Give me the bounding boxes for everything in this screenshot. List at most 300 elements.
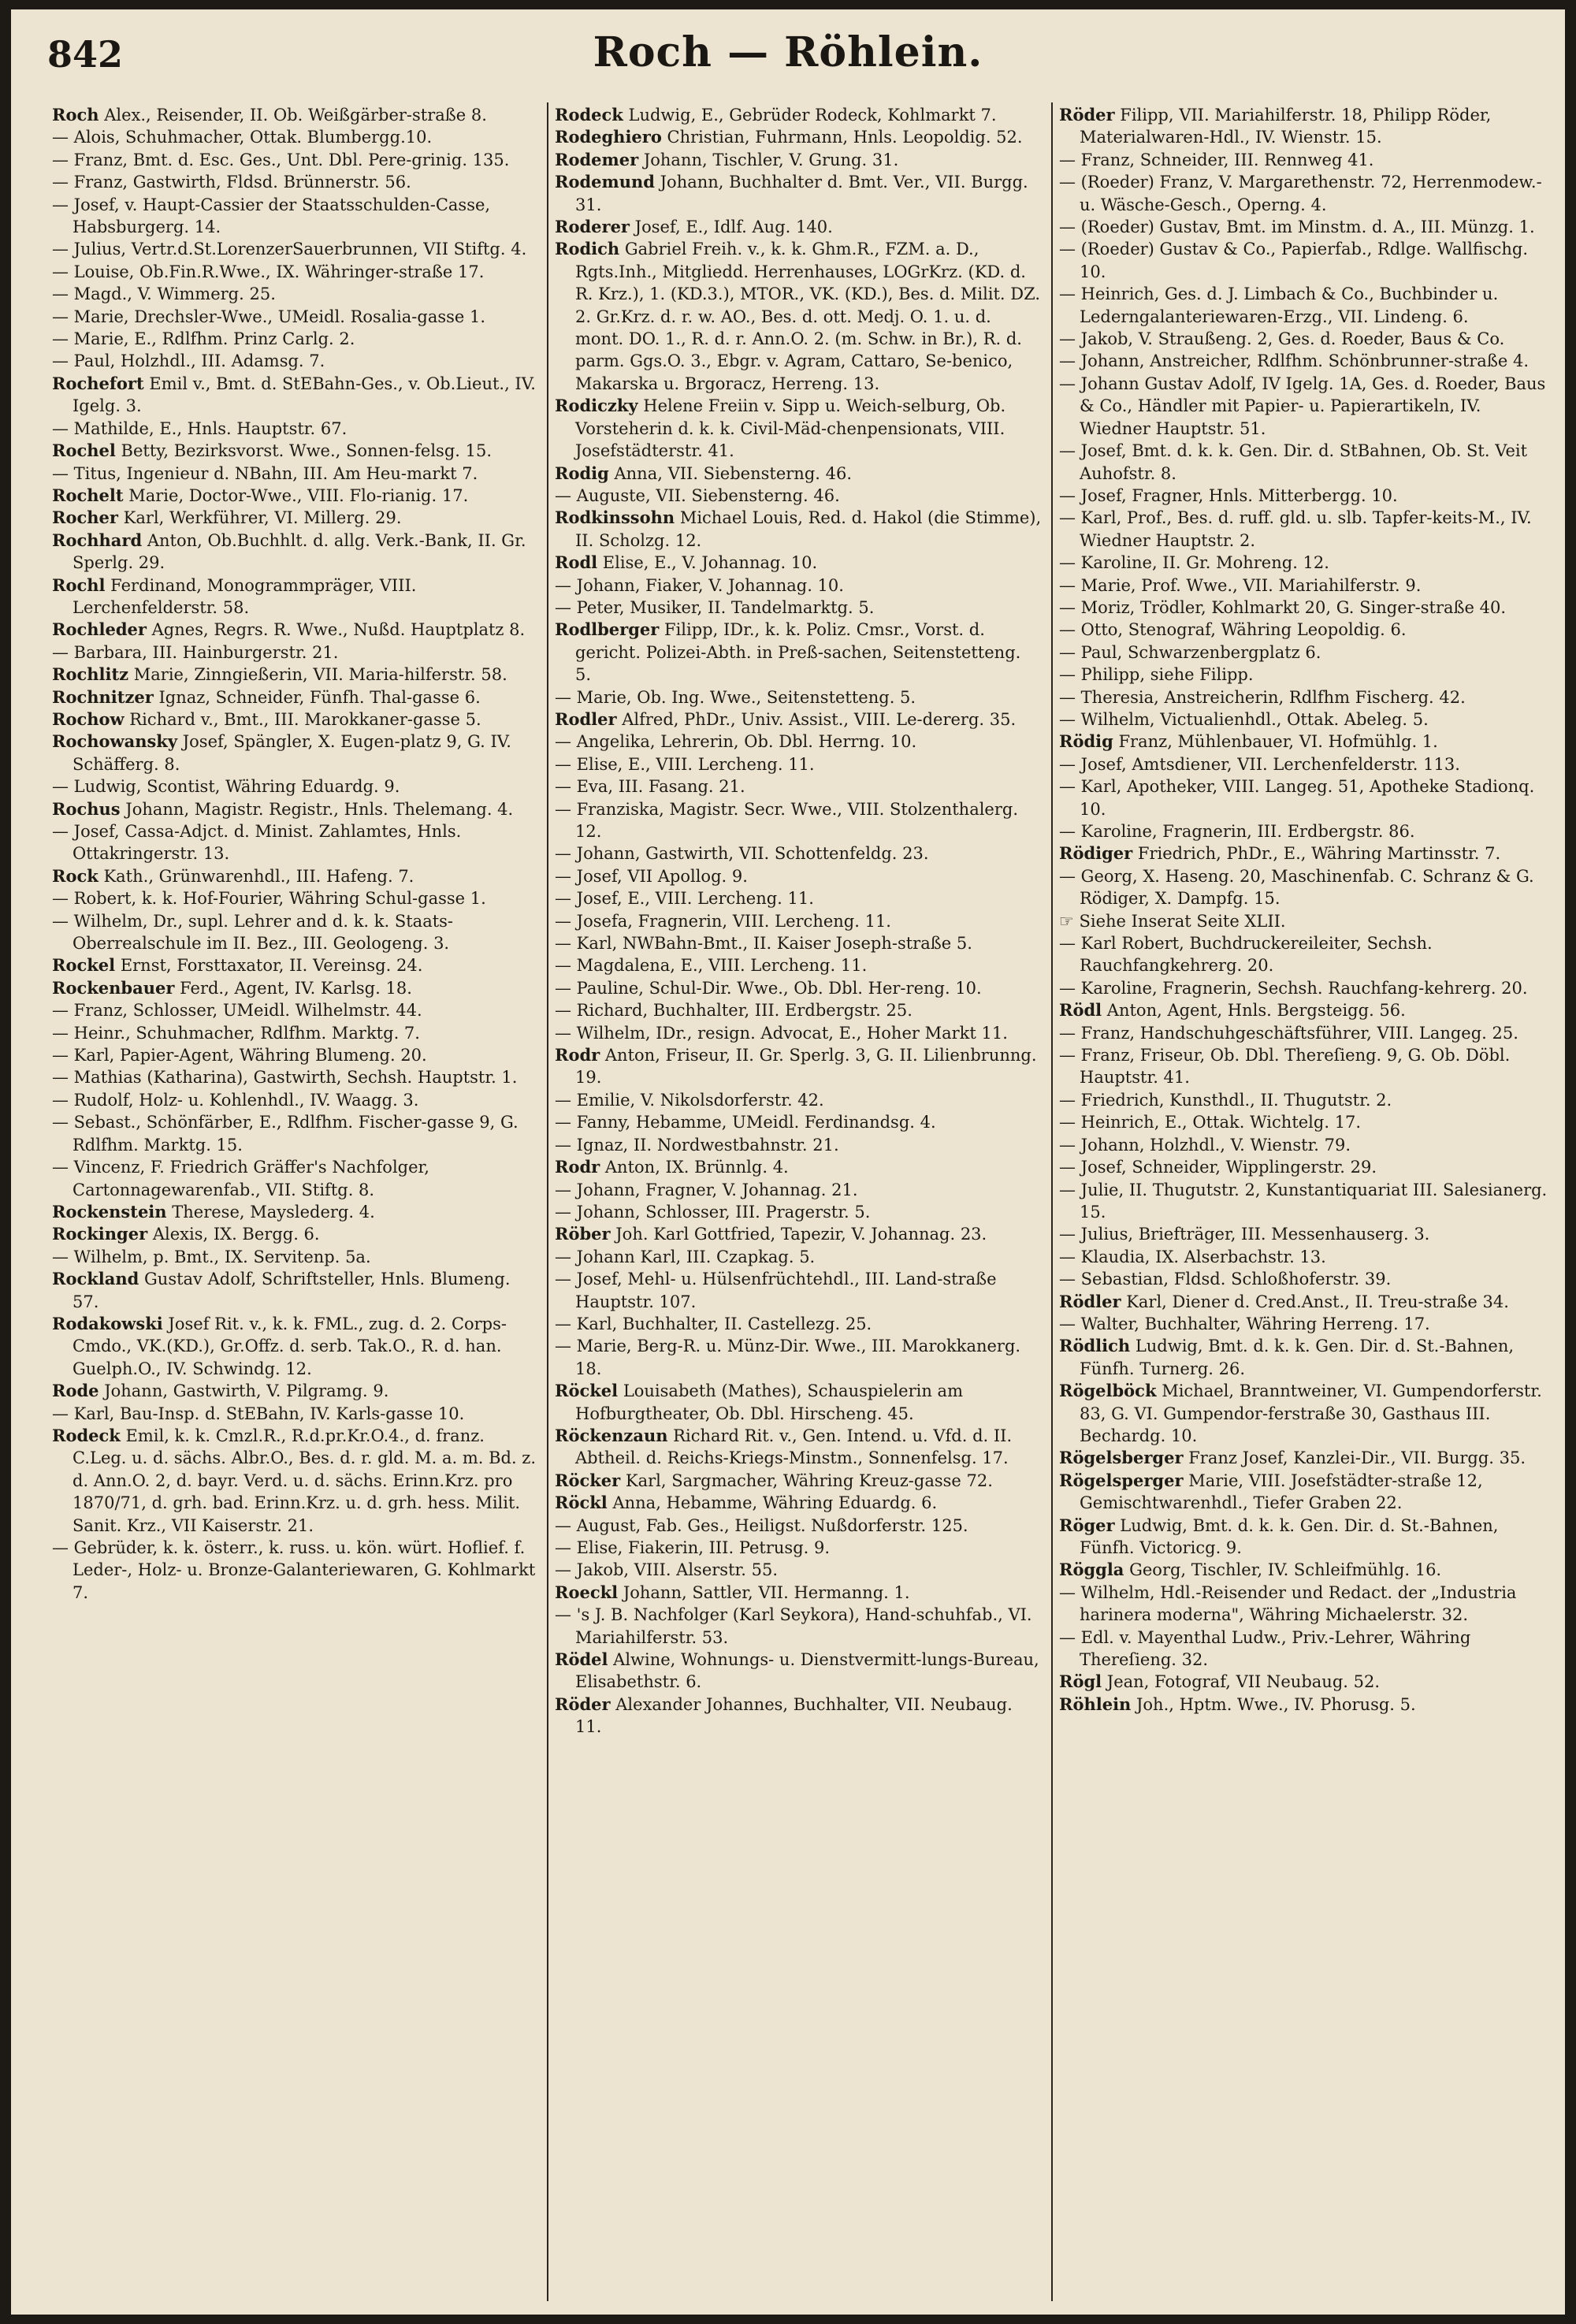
directory-entry [52,507,539,529]
entry-details: — Wilhelm, IDr., resign. Advocat, E., Hoher Markt 11. [555,1023,1008,1043]
entry-details: — Johann, Fiaker, V. Johannag. 10. [555,575,844,595]
entry-details: Anton, Agent, Hnls. Bergsteigg. 56. [1102,1001,1406,1021]
directory-entry [555,597,1042,619]
directory-entry [1059,619,1549,641]
entry-details: — Karl, Prof., Bes. d. ruff. gld. u. slb. Tapfer-keits-M., IV. Wiedner Hauptstr. 2. [1059,508,1532,550]
directory-entry [52,641,539,664]
directory-entry [555,1582,1042,1604]
entry-surname: Rödlich [1059,1336,1131,1356]
entry-details: Jean, Fotograf, VII Neubaug. 52. [1102,1672,1381,1692]
directory-entry [555,1179,1042,1201]
entry-details: Michael, Branntweiner, VI. Gumpendorferstr. 83, G. VI. Gumpendor-ferstraße 30, Gasthaus III. Bechardg. 10. [1080,1381,1542,1445]
page-header [11,9,1565,88]
entry-surname: Rodlberger [555,619,660,640]
entry-details: — Julius, Briefträger, III. Messenhauserg. 3. [1059,1225,1430,1244]
entry-details: Johann, Magistr. Registr., Hnls. Thelemang. 4. [120,799,514,819]
directory-entry [52,1223,539,1245]
directory-entry [555,708,1042,731]
entry-details: — August, Fab. Ges., Heiligst. Nußdorferstr. 125. [555,1515,968,1535]
directory-entry [1059,977,1549,999]
entry-details: — Marie, Berg-R. u. Münz-Dir. Wwe., III. Marokkanerg. 18. [555,1337,1021,1378]
directory-entry [555,1022,1042,1044]
directory-entry [555,1515,1042,1537]
directory-entry [52,910,539,955]
directory-entry [52,1089,539,1111]
entry-details: — Johann, Fragner, V. Johannag. 21. [555,1180,858,1199]
directory-entry [52,1380,539,1402]
entry-details: — (Roeder) Gustav & Co., Papierfab., Rdlge. Wallfischg. 10. [1059,240,1529,281]
entry-details: — Josef, Mehl- u. Hülsenfrüchtehdl., III. Land-straße Hauptstr. 107. [555,1270,997,1311]
directory-entry [555,149,1042,171]
directory-entry [1059,664,1549,686]
directory-entry [1059,149,1549,171]
directory-entry [555,1537,1042,1559]
directory-entry [52,1111,539,1156]
directory-entry [1059,171,1549,216]
entry-details: Josef Rit. v., k. k. FML., zug. d. 2. Corps-Cmdo., VK.(KD.), Gr.Offz. d. serb. Tak.O., R. d. han. Guelph.O., IV. Schwindg. 12. [72,1314,507,1378]
entry-details: — Franz, Gastwirth, Fldsd. Brünnerstr. 56. [52,173,411,192]
entry-surname: Rochl [52,574,106,595]
entry-details: Franz Josef, Kanzlei-Dir., VII. Burgg. 35. [1183,1448,1526,1468]
directory-entry [1059,1134,1549,1156]
directory-entry [52,775,539,798]
entry-surname: Rockenstein [52,1201,167,1221]
entry-details: — Josef, Bmt. d. k. k. Gen. Dir. d. StBahnen, Ob. St. Veit Auhofstr. 8. [1059,441,1528,483]
directory-entry [555,1134,1042,1156]
entry-details: — Marie, Ob. Ing. Wwe., Seitenstetteng. 5. [555,687,916,707]
directory-entry [555,775,1042,798]
entry-details: Michael Louis, Red. d. Hakol (die Stimme), II. Scholzg. 12. [575,508,1042,550]
entry-surname: Rodl [555,552,598,573]
directory-entry [1059,1559,1549,1581]
entry-surname: Rögl [1059,1671,1102,1692]
entry-details: — Karl, Apotheker, VIII. Langeg. 51, Apotheke Stadionq. 10. [1059,777,1535,819]
directory-entry [555,977,1042,999]
entry-details: — Peter, Musiker, II. Tandelmarktg. 5. [555,597,875,617]
entry-surname: Rodakowski [52,1313,163,1333]
directory-entry [52,171,539,193]
directory-entry [52,619,539,641]
directory-entry [1059,708,1549,731]
directory-entry [1059,820,1549,842]
directory-entry [52,238,539,260]
directory-entry [555,1604,1042,1649]
directory-entry [52,104,539,126]
directory-entry [1059,1044,1549,1089]
entry-surname: Rodeck [555,105,623,125]
directory-entry [1059,842,1549,865]
entry-details: Filipp, VII. Mariahilferstr. 18, Philipp Röder, Materialwaren-Hdl., IV. Wienstr. 15. [1080,106,1492,147]
entry-surname: Rödiger [1059,843,1133,864]
directory-entry [52,977,539,999]
directory-entry [555,1380,1042,1425]
entry-details: — Karl, Buchhalter, II. Castellezg. 25. [555,1314,872,1333]
directory-entry [555,1246,1042,1268]
entry-details: — Franz, Handschuhgeschäftsführer, VIII. Langeg. 25. [1059,1023,1518,1043]
entry-details: — Johann, Gastwirth, VII. Schottenfeldg. 23. [555,844,929,864]
directory-entry [555,619,1042,686]
entry-surname: Rodemer [555,149,639,169]
directory-entry [555,171,1042,216]
entry-surname: Rochefort [52,373,144,393]
entry-details: — Sebast., Schönfärber, E., Rdlfhm. Fischer-gasse 9, G. Rdlfhm. Marktg. 15. [52,1113,519,1155]
directory-entry [1059,283,1549,328]
entry-details: — Johann Karl, III. Czapkag. 5. [555,1247,816,1266]
entry-details: Josef, Spängler, X. Eugen-platz 9, G. IV. Schäfferg. 8. [72,732,511,774]
entry-details: — Franz, Schneider, III. Rennweg 41. [1059,150,1374,169]
entry-details: — Karl, Bau-Insp. d. StEBahn, IV. Karls-gasse 10. [52,1404,465,1423]
entry-details: — Johann, Anstreicher, Rdlfhm. Schönbrunner-straße 4. [1059,351,1529,371]
entry-details: — Marie, Prof. Wwe., VII. Mariahilferstr. 9. [1059,575,1422,595]
entry-surname: Rochow [52,708,125,729]
entry-surname: Rockenbauer [52,977,175,998]
directory-entry [1059,686,1549,708]
entry-details: — Paul, Schwarzenbergplatz 6. [1059,642,1321,662]
entry-surname: Rödl [1059,1000,1102,1021]
entry-details: Johann, Tischler, V. Grung. 31. [638,150,899,169]
entry-details: — Magdalena, E., VIII. Lercheng. 11. [555,956,868,976]
entry-details: Karl, Werkführer, VI. Millerg. 29. [117,508,402,528]
entry-surname: Rögelböck [1059,1381,1157,1401]
directory-entry [1059,552,1549,574]
directory-entry [52,1246,539,1268]
directory-entry [1059,1627,1549,1671]
entry-details: — Emilie, V. Nikolsdorferstr. 42. [555,1090,824,1110]
directory-entry [52,126,539,148]
entry-details: — Josef, v. Haupt-Cassier der Staatsschulden-Casse, Habsburgerg. 14. [52,195,491,237]
directory-entry [555,1335,1042,1380]
directory-entry [52,664,539,686]
directory-entry [555,216,1042,238]
entry-details: — Josefa, Fragnerin, VIII. Lercheng. 11. [555,911,891,931]
entry-details: Anna, Hebamme, Währing Eduardg. 6. [607,1493,938,1513]
directory-entry [1059,1268,1549,1290]
entry-surname: Röber [555,1224,611,1244]
directory-entry [555,1559,1042,1581]
entry-details: — Barbara, III. Hainburgerstr. 21. [52,642,339,662]
directory-entry [1059,1447,1549,1469]
entry-surname: Röhlein [1059,1694,1132,1714]
directory-entry [1059,753,1549,775]
entry-surname: Röger [1059,1515,1115,1535]
entry-details: Joh., Hptm. Wwe., IV. Phorusg. 5. [1131,1694,1416,1714]
entry-details: — Julie, II. Thugutstr. 2, Kunstantiquariat III. Salesianerg. 15. [1059,1180,1548,1221]
entry-details: — Josef, Cassa-Adjct. d. Minist. Zahlamtes, Hnls. Ottakringerstr. 13. [52,822,462,864]
entry-surname: Rochnitzer [52,686,154,707]
directory-entry [555,463,1042,485]
directory-entry [1059,731,1549,753]
entry-details: Georg, Tischler, IV. Schleifmühlg. 16. [1124,1560,1442,1580]
entry-surname: Rodig [555,463,609,483]
entry-surname: Rochel [52,441,116,461]
running-head: Roch — Röhlein. [593,28,983,76]
directory-entry [52,1313,539,1380]
entry-details: — (Roeder) Gustav, Bmt. im Minstm. d. A., III. Münzg. 1. [1059,218,1535,237]
directory-entry [555,552,1042,574]
entry-details: — Titus, Ingenieur d. NBahn, III. Am Heu-markt 7. [52,463,478,483]
directory-entry [555,910,1042,932]
directory-entry [1059,1515,1549,1560]
entry-surname: Rögelsberger [1059,1448,1184,1468]
entry-details: Elise, E., V. Johannag. 10. [597,553,818,573]
entry-details: — Louise, Ob.Fin.R.Wwe., IX. Währinger-straße 17. [52,262,485,281]
entry-details: — Moriz, Trödler, Kohlmarkt 20, G. Singer-straße 40. [1059,597,1507,617]
directory-entry [1059,641,1549,664]
directory-entry [52,440,539,462]
entry-details: — Josef, Schneider, Wipplingerstr. 29. [1059,1158,1377,1177]
entry-details: Josef, E., Idlf. Aug. 140. [630,218,833,237]
directory-entry [52,820,539,865]
entry-surname: Rodiczky [555,396,638,416]
entry-surname: Röcker [555,1470,621,1490]
directory-page [11,9,1565,2315]
directory-entry [1059,574,1549,597]
directory-entry [52,283,539,305]
directory-entry [1059,1179,1549,1224]
entry-details: Marie, Doctor-Wwe., VIII. Flo-rianig. 17. [123,485,469,505]
entry-surname: Rochhard [52,530,143,550]
entry-surname: Rochleder [52,619,147,640]
directory-entry [555,574,1042,597]
entry-surname: Rochus [52,798,121,819]
directory-entry [1059,1335,1549,1380]
entry-details: Alexander Johannes, Buchhalter, VII. Neubaug. 11. [575,1694,1013,1737]
entry-details: Ignaz, Schneider, Fünfh. Thal-gasse 6. [153,687,481,707]
directory-entry [1059,1246,1549,1268]
directory-entry [52,1403,539,1425]
entry-surname: Röggla [1059,1560,1124,1580]
directory-entry [52,1268,539,1313]
directory-entry [555,842,1042,865]
directory-entry [555,395,1042,462]
directory-column-1 [52,104,539,2303]
entry-details: — Karoline, II. Gr. Mohreng. 12. [1059,553,1329,573]
entry-details: Alexis, IX. Bergg. 6. [147,1225,320,1244]
entry-details: — Julius, Vertr.d.St.LorenzerSauerbrunnen, VII Stiftg. 4. [52,240,527,259]
directory-entry [1059,328,1549,350]
directory-entry [555,1156,1042,1178]
directory-column-3 [1059,104,1549,2303]
entry-details: Friedrich, PhDr., E., Währing Martinsstr. 7. [1132,844,1501,864]
entry-details: Ludwig, E., Gebrüder Rodeck, Kohlmarkt 7. [623,106,997,125]
entry-details: — Karoline, Fragnerin, Sechsh. Rauchfang-kehrerg. 20. [1059,978,1528,998]
entry-details: ☞ Siehe Inserat Seite XLII. [1059,911,1286,931]
entry-details: Marie, VIII. Josefstädter-straße 12, Gemischtwarenhdl., Tiefer Graben 22. [1080,1471,1483,1513]
entry-details: Anton, Ob.Buchhlt. d. allg. Verk.-Bank, II. Gr. Sperlg. 29. [72,530,526,573]
entry-details: — Ludwig, Scontist, Währing Eduardg. 9. [52,777,400,797]
directory-entry [1059,1223,1549,1245]
entry-details: Therese, Mayslederg. 4. [166,1202,375,1221]
entry-details: — Franz, Schlosser, UMeidl. Wilhelmstr. 44. [52,1001,422,1021]
entry-details: Anton, Friseur, II. Gr. Sperlg. 3, G. II. Lilienbrunng. 19. [575,1046,1037,1088]
directory-entry [52,485,539,507]
entry-details: — Otto, Stenograf, Währing Leopoldig. 6. [1059,620,1407,640]
directory-entry [52,194,539,239]
entry-details: — Wilhelm, Hdl.-Reisender und Redact. der „Industria harinera moderna", Währing Michaelerstr. 32. [1059,1582,1517,1625]
entry-details: — Johann Gustav Adolf, IV Igelg. 1A, Ges. d. Roeder, Baus & Co., Händler mit Papier- u. Papierartikeln, IV. Wiedner Hauptstr. 51. [1059,374,1546,438]
entry-details: Emil, k. k. Cmzl.R., R.d.pr.Kr.O.4., d. franz. C.Leg. u. d. sächs. Albr.O., Bes. d. r. gld. M. a. m. Bd. z. d. Ann.O. 2, d. bayr. Verd. u. d. sächs. Erinn.Krz. pro 1870/71, d. grh. bad. Erinn.Krz. u. d. grh. hess. Milit. Sanit. Krz., VII Kaiserstr. 21. [72,1426,537,1535]
entry-surname: Rodr [555,1045,600,1065]
entry-surname: Rodemund [555,172,655,192]
entry-surname: Rochlitz [52,664,129,685]
entry-details: Filipp, IDr., k. k. Poliz. Cmsr., Vorst. d. gericht. Polizei-Abth. in Preß-sachen, Seitenstetteng. 5. [575,620,1021,685]
entry-details: Anna, VII. Siebensterng. 46. [608,463,853,483]
entry-details: — Edl. v. Mayenthal Ludw., Priv.-Lehrer, Währing Thereſieng. 32. [1059,1627,1471,1670]
entry-details: — Marie, Drechsler-Wwe., UMeidl. Rosalia-gasse 1. [52,307,486,326]
entry-details: — Richard, Buchhalter, III. Erdbergstr. 25. [555,1001,913,1021]
entry-surname: Rockland [52,1269,139,1289]
directory-entry [1059,1291,1549,1313]
entry-details: — Franz, Bmt. d. Esc. Ges., Unt. Dbl. Pere-grinig. 135. [52,150,510,169]
entry-details: Alex., Reisender, II. Ob. Weißgärber-straße 8. [98,106,487,125]
entry-surname: Roeckl [555,1582,619,1602]
directory-entry [555,1089,1042,1111]
directory-entry [1059,440,1549,485]
entry-details: — Jakob, VIII. Alserstr. 55. [555,1560,778,1580]
entry-details: — Klaudia, IX. Alserbachstr. 13. [1059,1247,1326,1266]
directory-entry [555,238,1042,395]
directory-entry [1059,104,1549,149]
directory-entry [555,954,1042,976]
column-divider [547,102,548,2301]
entry-details: — 's J. B. Nachfolger (Karl Seykora), Hand-schuhfab., VI. Mariahilferstr. 53. [555,1605,1032,1647]
directory-entry [555,1201,1042,1223]
directory-entry [52,1156,539,1201]
directory-entry [1059,865,1549,910]
directory-entry [555,932,1042,954]
entry-details: Karl, Sargmacher, Währing Kreuz-gasse 72. [620,1471,993,1490]
directory-entry [1059,1671,1549,1693]
entry-details: — Josef, E., VIII. Lercheng. 11. [555,889,814,909]
directory-entry [555,686,1042,708]
entry-details: — Wilhelm, p. Bmt., IX. Servitenp. 5a. [52,1247,371,1266]
entry-details: Gustav Adolf, Schriftsteller, Hnls. Blumeng. 57. [72,1270,511,1311]
entry-details: — Auguste, VII. Siebensterng. 46. [555,485,840,505]
directory-entry [52,708,539,731]
entry-details: — Jakob, V. Straußeng. 2, Ges. d. Roeder, Baus & Co. [1059,329,1505,349]
directory-entry [1059,597,1549,619]
entry-details: Anton, IX. Brünnlg. 4. [600,1158,789,1177]
entry-surname: Rockinger [52,1224,148,1244]
entry-details: — Robert, k. k. Hof-Fourier, Währing Schul-gasse 1. [52,889,486,909]
entry-details: — Georg, X. Haseng. 20, Maschinenfab. C. Schranz & G. Rödiger, X. Dampfg. 15. [1059,866,1534,909]
entry-details: — Heinr., Schuhmacher, Rdlfhm. Marktg. 7. [52,1023,420,1043]
entry-surname: Rögelsperger [1059,1470,1184,1490]
directory-entry [52,865,539,887]
entry-surname: Rochowansky [52,731,178,752]
directory-column-2 [555,104,1042,2303]
directory-entry [52,328,539,350]
entry-details: — Elise, E., VIII. Lercheng. 11. [555,754,815,774]
entry-surname: Rodeghiero [555,127,662,147]
entry-details: — Johann, Schlosser, III. Pragerstr. 5. [555,1202,871,1221]
entry-details: Louisabeth (Mathes), Schauspielerin am Hofburgtheater, Ob. Dbl. Hirscheng. 45. [575,1381,963,1423]
entry-surname: Roch [52,105,99,125]
directory-entry [555,126,1042,148]
entry-details: — Vincenz, F. Friedrich Gräffer's Nachfolger, Cartonnagewarenfab., VII. Stiftg. 8. [52,1158,429,1199]
directory-entry [1059,350,1549,372]
entry-details: Agnes, Regrs. R. Wwe., Nußd. Hauptplatz 8. [146,620,526,640]
entry-surname: Rodr [555,1157,600,1177]
entry-surname: Rodler [555,708,617,729]
entry-surname: Röckl [555,1493,608,1513]
entry-details: — Sebastian, Fldsd. Schloßhoferstr. 39. [1059,1270,1392,1289]
entry-surname: Röder [1059,105,1115,125]
entry-details: — (Roeder) Franz, V. Margarethenstr. 72, Herrenmodew.- u. Wäsche-Gesch., Operng. 4. [1059,173,1542,214]
directory-entry [1059,238,1549,283]
entry-details: — Fanny, Hebamme, UMeidl. Ferdinandsg. 4. [555,1113,936,1132]
entry-details: — Theresia, Anstreicherin, Rdlfhm Fischerg. 42. [1059,687,1466,707]
entry-surname: Rock [52,865,98,886]
directory-entry [555,1268,1042,1313]
directory-entry [52,574,539,619]
directory-entry [52,1425,539,1537]
entry-surname: Rockel [52,955,116,976]
directory-entry [52,149,539,171]
directory-entry [555,865,1042,887]
directory-entry [1059,1380,1549,1447]
entry-details: — Marie, E., Rdlfhm. Prinz Carlg. 2. [52,329,355,349]
entry-details: Christian, Fuhrmann, Hnls. Leopoldig. 52. [661,128,1023,147]
entry-details: — Johann, Holzhdl., V. Wienstr. 79. [1059,1135,1351,1155]
entry-details: Ludwig, Bmt. d. k. k. Gen. Dir. d. St.-Bahnen, Fünfh. Victoricg. 9. [1080,1515,1499,1557]
directory-entry [555,485,1042,507]
directory-entry [1059,1156,1549,1178]
directory-entry [52,1044,539,1066]
directory-entry [1059,507,1549,552]
directory-entry [52,798,539,820]
directory-entry [555,1492,1042,1514]
entry-surname: Röckenzaun [555,1425,668,1445]
directory-entry [1059,1111,1549,1133]
entry-surname: Rocher [52,508,118,528]
directory-entry [52,1201,539,1223]
directory-entry [555,1470,1042,1492]
entry-surname: Röckel [555,1381,619,1401]
entry-details: — Franziska, Magistr. Secr. Wwe., VIII. Stolzenthalerg. 12. [555,799,1019,841]
directory-entry [1059,775,1549,820]
entry-details: Johann, Gastwirth, V. Pilgramg. 9. [98,1381,389,1401]
entry-details: — Friedrich, Kunsthdl., II. Thugutstr. 2. [1059,1090,1392,1110]
entry-details: — Walter, Buchhalter, Währing Herreng. 17. [1059,1314,1430,1333]
directory-entry [52,887,539,909]
directory-entry [1059,1022,1549,1044]
entry-surname: Rochelt [52,485,124,505]
directory-entry [52,350,539,372]
entry-details: — Josef, Amtsdiener, VII. Lerchenfelderstr. 113. [1059,754,1460,774]
entry-details: Marie, Zinngießerin, VII. Maria-hilferstr. 58. [128,665,507,685]
entry-details: — Eva, III. Fasang. 21. [555,777,745,797]
directory-entry [52,954,539,976]
directory-entry [52,1537,539,1604]
directory-entry [52,1022,539,1044]
entry-details: — Mathias (Katharina), Gastwirth, Sechsh. Hauptstr. 1. [52,1068,518,1088]
entry-details: Karl, Diener d. Cred.Anst., II. Treu-straße 34. [1121,1292,1509,1311]
directory-entry [555,753,1042,775]
entry-details: Helene Freiin v. Sipp u. Weich-selburg, Ob. Vorsteherin d. k. k. Civil-Mäd-chenpensionats, VIII. Josefstädterstr. 41. [575,396,1006,461]
directory-entry [555,1223,1042,1245]
entry-details: — Karl, NWBahn-Bmt., II. Kaiser Joseph-straße 5. [555,934,972,954]
directory-entry [52,261,539,283]
entry-details: — Karoline, Fragnerin, III. Erdbergstr. 86. [1059,822,1415,841]
entry-surname: Rödel [555,1649,608,1670]
directory-entry [52,999,539,1021]
entry-details: — Franz, Friseur, Ob. Dbl. Thereſieng. 9, G. Ob. Döbl. Hauptstr. 41. [1059,1046,1511,1088]
entry-details: — Wilhelm, Dr., supl. Lehrer and d. k. k. Staats-Oberrealschule im II. Bez., III. Geologeng. 3. [52,911,454,954]
directory-entry [52,463,539,485]
directory-entry [555,507,1042,552]
entry-details: — Philipp, siehe Filipp. [1059,665,1254,685]
